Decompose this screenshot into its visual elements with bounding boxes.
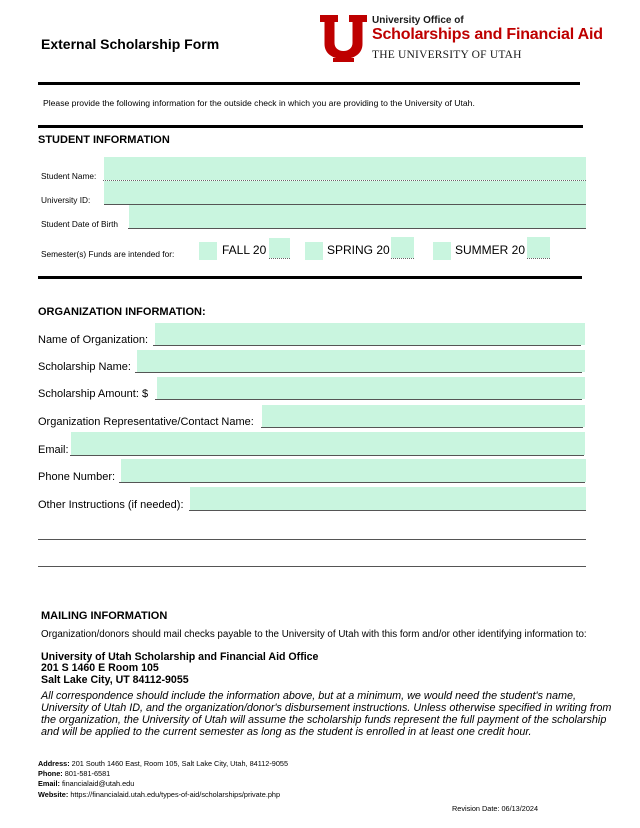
other-instructions-field[interactable]: [190, 487, 586, 510]
office-street: 201 S 1460 E Room 105: [41, 662, 159, 675]
university-logo: [320, 15, 603, 63]
student-section-heading: STUDENT INFORMATION: [38, 134, 170, 146]
university-id-field[interactable]: [104, 181, 586, 204]
org-name-line: [153, 345, 581, 346]
fall-year-line: [269, 258, 290, 259]
scholarship-amount-field[interactable]: [157, 377, 585, 399]
summer-label: SUMMER 20: [455, 243, 526, 257]
org-name-label: Name of Organization:: [38, 334, 149, 346]
footer-email: [38, 779, 298, 789]
fall-checkbox[interactable]: [199, 242, 217, 260]
summer-year-field[interactable]: [527, 237, 550, 258]
intro-text: Please provide the following information for the outside check in which you are providing to the University of Utah.: [43, 98, 475, 108]
form-title: External Scholarship Form: [41, 36, 220, 52]
phone-line: [119, 482, 585, 483]
organization-section-heading: ORGANIZATION INFORMATION:: [38, 306, 206, 318]
phone-footer-label: Phone:: [38, 769, 63, 779]
address-label: Address:: [38, 759, 70, 768]
website-label: Website:: [38, 789, 69, 799]
office-city: Salt Lake City, UT 84112-9055: [41, 673, 189, 686]
other-instructions-label: Other Instructions (if needed):: [38, 499, 184, 511]
website-link[interactable]: https://financialaid.utah.edu/types-of-aid/scholarships/private.php: [70, 789, 281, 799]
footer-website: [38, 790, 298, 800]
scholarship-amount-label: Scholarship Amount: $: [38, 388, 149, 400]
mailing-intro: Organization/donors should mail checks payable to the University of Utah with this form and/or other identifying information to:: [41, 629, 587, 640]
phone-value: 801-581-6581: [64, 769, 111, 779]
block-u-logo-icon: [320, 15, 367, 62]
semester-label: Semester(s) Funds are intended for:: [41, 249, 175, 259]
spring-label: SPRING 20: [327, 243, 390, 257]
contact-name-label: Organization Representative/Contact Name:: [38, 416, 254, 428]
scholarship-name-line: [135, 372, 582, 373]
summer-checkbox[interactable]: [433, 242, 451, 260]
email-footer-label: Email:: [38, 779, 60, 789]
logo-university-line: THE UNIVERSITY OF UTAH: [372, 49, 522, 61]
dob-label: Student Date of Birth: [41, 219, 119, 229]
logo-office-line: University Office of: [372, 15, 464, 26]
org-name-field[interactable]: [155, 323, 585, 345]
email-label: Email:: [38, 444, 69, 456]
extra-line-1: [38, 539, 586, 540]
contact-footer: [38, 759, 298, 800]
spring-year-line: [391, 258, 414, 259]
dob-line: [128, 228, 586, 229]
footer-phone: [38, 769, 298, 779]
student-name-field[interactable]: [104, 157, 586, 180]
scholarship-amount-line: [155, 399, 582, 400]
email-line: [70, 455, 584, 456]
footer-address: [38, 759, 298, 769]
spring-year-field[interactable]: [391, 237, 414, 258]
phone-label: Phone Number:: [38, 471, 116, 483]
fall-year-field[interactable]: [269, 238, 290, 258]
address-value: 201 South 1460 East, Room 105, Salt Lake City, Utah, 84112-9055: [71, 759, 289, 768]
phone-field[interactable]: [121, 459, 586, 482]
student-section-divider: [38, 125, 583, 128]
office-name: University of Utah Scholarship and Financial Aid Office: [41, 651, 319, 663]
email-value[interactable]: financialaid@utah.edu: [61, 779, 135, 789]
spring-checkbox[interactable]: [305, 242, 323, 260]
extra-line-2: [38, 566, 586, 567]
dob-field[interactable]: [129, 205, 586, 228]
university-id-label: University ID:: [41, 195, 91, 205]
fall-label: FALL 20: [222, 243, 267, 257]
organization-section-divider: [38, 276, 582, 279]
mailing-section-heading: MAILING INFORMATION: [41, 610, 168, 622]
logo-department-line: Scholarships and Financial Aid: [372, 26, 603, 43]
other-instructions-line: [189, 510, 586, 511]
email-field[interactable]: [71, 432, 585, 455]
summer-year-line: [527, 258, 550, 259]
contact-name-line: [261, 427, 583, 428]
scholarship-name-field[interactable]: [137, 350, 585, 372]
student-name-label: Student Name:: [41, 171, 97, 181]
mailing-address: [41, 652, 318, 686]
header-divider: [38, 82, 580, 85]
contact-name-field[interactable]: [262, 405, 585, 427]
revision-date: Revision Date: 06/13/2024: [452, 804, 538, 813]
scholarship-name-label: Scholarship Name:: [38, 361, 131, 373]
correspondence-note: All correspondence should include the information above, but at a minimum, we would need the student's name, University of Utah ID, and the organization/donor's disbursement instructions. Unless otherwise specified in writing from the organization, the University of Utah will assume the scholarship funds represent the full payment of the scholarship and will be applied to the current semester as long as the student is enrolled in at least one credit hour.: [41, 690, 612, 738]
